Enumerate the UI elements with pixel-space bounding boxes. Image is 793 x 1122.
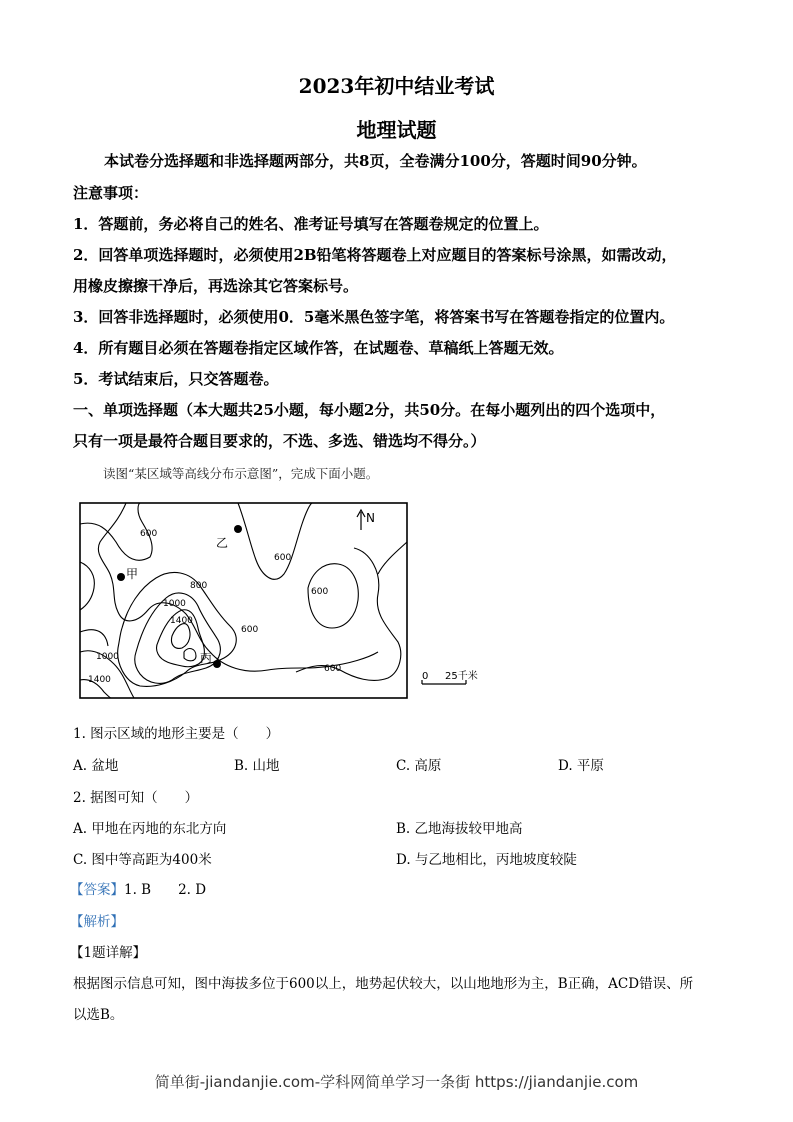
question-2-option-c: C. 图中等高距为400米	[73, 852, 212, 868]
intro-text: 本试卷分选择题和非选择题两部分，共8页，全卷满分100分，答题时间90分钟。	[104, 152, 647, 170]
scale-zero: 0	[422, 671, 429, 682]
answer-line	[70, 878, 206, 898]
contour-label: 1000	[96, 652, 119, 662]
notice-item: 4．所有题目必须在答题卷指定区域作答，在试题卷、草稿纸上答题无效。	[73, 339, 564, 357]
scale-distance: 25千米	[445, 671, 478, 682]
contour-map	[78, 502, 498, 700]
question-1-option-a: A. 盆地	[73, 758, 119, 774]
point-jia	[117, 573, 125, 581]
analysis-label: 【解析】	[70, 914, 124, 930]
notice-item: 5．考试结束后，只交答题卷。	[73, 370, 279, 388]
question-2-stem: 2. 据图可知（ ）	[73, 790, 199, 806]
page-subtitle: 地理试题	[356, 118, 437, 142]
label-jia: 甲	[126, 567, 139, 581]
question-2-option-a: A. 甲地在丙地的东北方向	[73, 821, 227, 837]
notice-item: 2．回答单项选择题时，必须使用2B铅笔将答题卷上对应题目的答案标号涂黑，如需改动，	[73, 246, 677, 264]
contour-label: 600	[140, 529, 158, 539]
north-label: N	[366, 511, 375, 525]
label-bing: 丙	[200, 651, 213, 665]
contour-label: 1000	[163, 599, 186, 609]
notice-item: 1．答题前，务必将自己的姓名、准考证号填写在答题卷规定的位置上。	[73, 215, 549, 233]
question-2-option-b: B. 乙地海拔较甲地高	[396, 821, 523, 837]
contour-label: 600	[311, 587, 329, 597]
analysis-text: 根据图示信息可知，图中海拔多位于600以上，地势起伏较大，以山地地形为主，B正确，ACD错误、所	[73, 976, 694, 992]
page-footer: 简单街-jiandanjie.com-学科网简单学习一条街 https://jiandanjie.com	[154, 1073, 639, 1091]
contour-label: 600	[324, 664, 342, 674]
page-title: 2023年初中结业考试	[298, 74, 495, 98]
point-bing	[213, 660, 221, 668]
analysis-subheading: 【1题详解】	[70, 945, 147, 961]
notice-heading: 注意事项：	[73, 184, 149, 202]
label-yi: 乙	[216, 536, 229, 550]
contour-label: 600	[274, 553, 292, 563]
question-1-option-b: B. 山地	[234, 758, 280, 774]
analysis-text-continued: 以选B。	[73, 1007, 124, 1023]
contour-label: 1400	[88, 675, 111, 685]
section-heading: 一、单项选择题（本大题共25小题，每小题2分，共50分。在每小题列出的四个选项中，	[73, 401, 666, 419]
notice-item: 用橡皮擦擦干净后，再选涂其它答案标号。	[73, 277, 359, 295]
notice-item: 3．回答非选择题时，必须使用0．5毫米黑色签字笔，将答案书写在答题卷指定的位置内。	[73, 308, 675, 326]
contour-label: 1400	[170, 616, 193, 626]
question-1-option-c: C. 高原	[396, 758, 442, 774]
question-1-option-d: D. 平原	[558, 758, 604, 774]
contour-label: 800	[190, 581, 208, 591]
question-1-stem: 1. 图示区域的地形主要是（ ）	[73, 726, 280, 742]
point-yi	[234, 525, 242, 533]
figure-caption: 读图“某区域等高线分布示意图”，完成下面小题。	[103, 466, 379, 481]
answer-label: 【答案】	[70, 882, 124, 898]
contour-label: 600	[241, 625, 259, 635]
question-2-option-d: D. 与乙地相比，丙地坡度较陡	[396, 852, 577, 868]
answer-value: 1. B 2. D	[124, 882, 207, 898]
section-heading-continued: 只有一项是最符合题目要求的，不选、多选、错选均不得分。）	[73, 432, 486, 450]
